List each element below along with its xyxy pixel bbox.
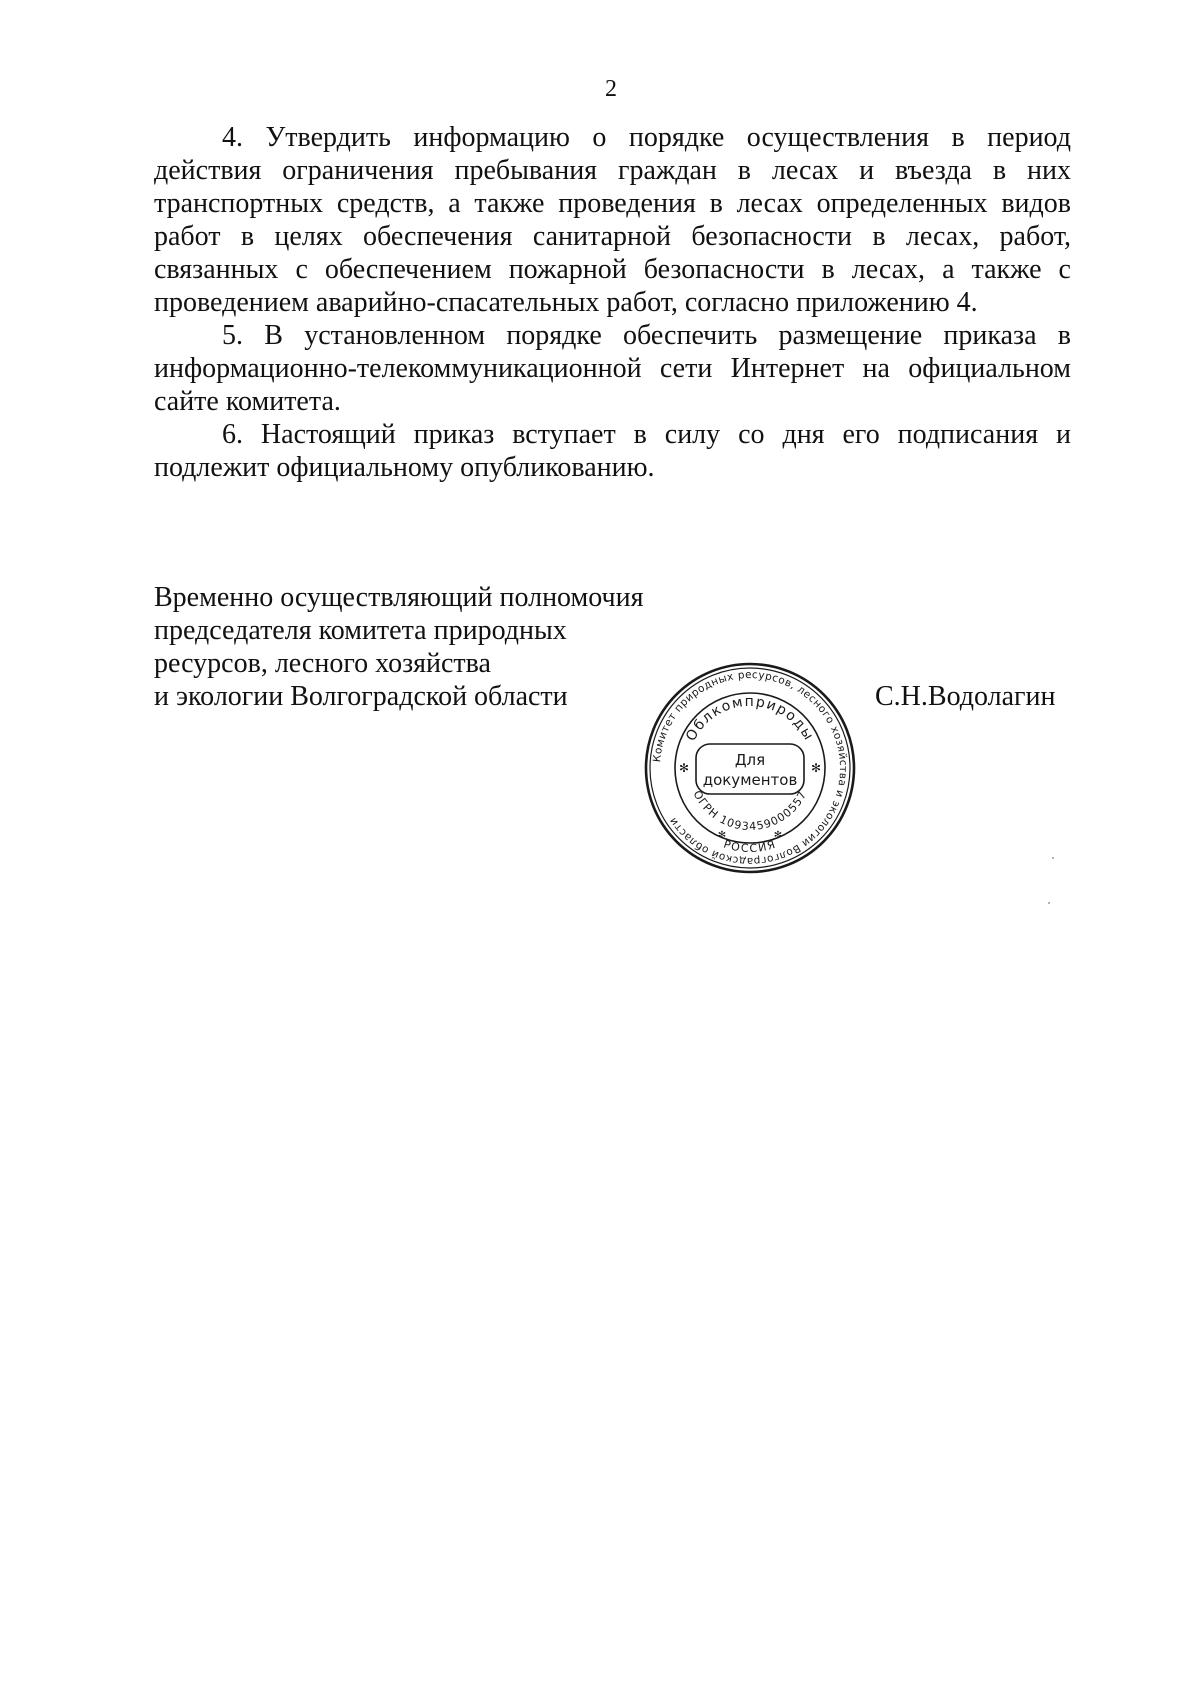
stamp-star-icon: ✻	[810, 761, 822, 775]
official-stamp	[640, 658, 860, 878]
stamp-star-icon: ✻	[678, 761, 690, 775]
stamp-ogrn-text: ОГРН 1093459000557	[690, 788, 810, 834]
scan-speck	[1048, 902, 1050, 904]
stamp-inner-text: Облкомприроды	[683, 693, 817, 744]
stamp-country-text: РОССИЯ	[721, 837, 779, 856]
signer-name: С.Н.Водолагин	[875, 681, 1056, 712]
signature-position-line: Временно осуществляющий полномочия	[154, 582, 644, 613]
paragraph-item-6: 6. Настоящий приказ вступает в силу со дня его подписания и подлежит официальному опубликованию.	[154, 419, 1071, 483]
signature-position-line: и экологии Волгоградской области	[154, 681, 568, 712]
stamp-seal-icon	[640, 658, 860, 878]
signature-position-line: председателя комитета природных	[154, 615, 567, 646]
document-body	[154, 121, 1071, 484]
stamp-center-line-2: документов	[702, 771, 798, 789]
stamp-center-line-1: Для	[734, 751, 766, 769]
signature-position	[154, 581, 643, 713]
signature-position-line: ресурсов, лесного хозяйства	[154, 648, 491, 679]
stamp-outer-text: Комитет природных ресурсов, лесного хозяйства и экологии Волгоградской области	[651, 668, 850, 868]
stamp-star-icon: ✻	[717, 830, 727, 841]
scan-speck	[1052, 857, 1054, 859]
paragraph-item-4: 4. Утвердить информацию о порядке осуществления в период действия ограничения пребывания граждан в лесах и въезда в них транспортных средств, а также проведения в лесах определенных видов работ в целях обеспечения санитарной безопасности в лесах, работ, связанных с обеспечением пожарной безопасности в лесах, а также с проведением аварийно-спасательных работ, согласно приложению 4.	[154, 122, 1071, 318]
stamp-star-icon: ✻	[773, 830, 783, 841]
paragraph-item-5: 5. В установленном порядке обеспечить размещение приказа в информационно-телекоммуникационной сети Интернет на официальном сайте комитета.	[154, 320, 1071, 417]
page-number: 2	[605, 76, 617, 102]
